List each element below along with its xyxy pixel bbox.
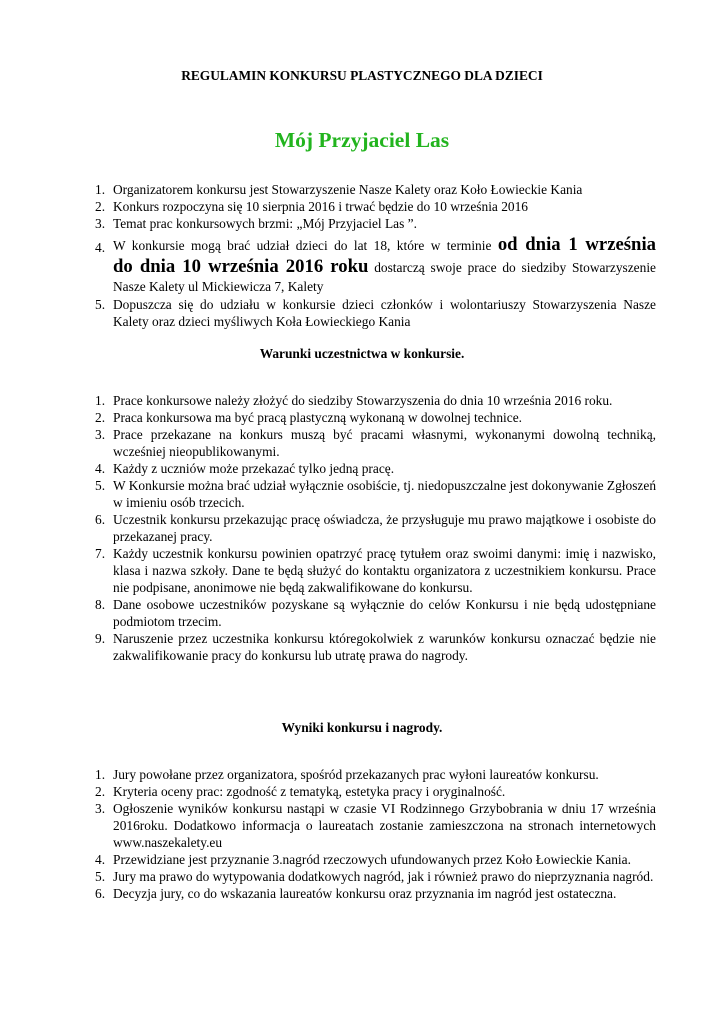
list-item <box>0 766 724 783</box>
list-text: Decyzja jury, co do wskazania laureatów konkursu oraz przyznania im nagród jest ostateczna. <box>113 886 617 901</box>
contest-title: Mój Przyjaciel Las <box>274 128 450 152</box>
list-number: 6. <box>95 886 106 901</box>
list-number: 2. <box>95 784 106 799</box>
list-item <box>0 885 724 902</box>
intro-list <box>0 181 724 330</box>
list-number: 4. <box>95 852 106 867</box>
list-number: 1. <box>95 182 106 197</box>
section-heading-conditions: Warunki uczestnictwa w konkursie. <box>259 346 465 361</box>
list-text: Kryteria oceny prac: zgodność z tematyką, estetyka pracy i oryginalność. <box>113 784 506 799</box>
list-text: Naruszenie przez uczestnika konkursu któregokolwiek z warunków konkursu oznaczać będzie nie zakwalifikowanie pracy do konkursu lub utratę prawa do nagrody. <box>113 631 656 663</box>
list-item <box>0 868 724 885</box>
list-item <box>0 426 724 460</box>
list-number: 2. <box>95 410 106 425</box>
list-number: 5. <box>95 478 106 493</box>
list-text: Każdy uczestnik konkursu powinien opatrzyć pracę tytułem oraz swoimi danymi: imię i nazwisko, klasa i nazwa szkoły. Dane te będą służyć do kontaktu organizatora z uczestnikiem konkursu. Prace nie podpisane, anonimowe nie będą zakwalifikowane do konkursu. <box>113 546 656 595</box>
list-item <box>0 630 724 664</box>
list-number: 5. <box>95 297 106 312</box>
list-item <box>0 511 724 545</box>
list-text-line <box>113 257 656 296</box>
list-item <box>0 783 724 800</box>
list-item <box>0 392 724 409</box>
delivery-text: dostarczą swoje prace do siedziby Stowarzyszenie Nasze Kalety ul Mickiewicza 7, Kalety <box>113 260 656 294</box>
list-item <box>0 198 724 215</box>
list-number: 1. <box>95 393 106 408</box>
list-text: Dane osobowe uczestników pozyskane są wyłącznie do celów Konkursu i nie będą udostępniane podmiotom trzecim. <box>113 597 656 629</box>
list-number: 4. <box>95 240 106 255</box>
list-text: Temat prac konkursowych brzmi: „Mój Przyjaciel Las ”. <box>113 216 417 231</box>
list-item <box>0 460 724 477</box>
document-header: REGULAMIN KONKURSU PLASTYCZNEGO DLA DZIECI <box>181 68 543 83</box>
list-text: Konkurs rozpoczyna się 10 sierpnia 2016 i trwać będzie do 10 września 2016 <box>113 199 528 214</box>
list-number: 7. <box>95 546 106 561</box>
list-text: Prace konkursowe należy złożyć do siedziby Stowarzyszenia do dnia 10 września 2016 roku. <box>113 393 613 408</box>
list-item <box>0 409 724 426</box>
list-number: 4. <box>95 461 106 476</box>
list-number: 6. <box>95 512 106 527</box>
list-number: 3. <box>95 216 106 231</box>
date-end-emphasis: do dnia 10 września 2016 roku <box>113 256 369 277</box>
list-item <box>0 477 724 511</box>
list-text: W Konkursie można brać udział wyłącznie osobiście, tj. niedopuszczalne jest dokonywanie Zgłoszeń w imieniu osób trzecich. <box>113 478 657 510</box>
list-number: 8. <box>95 597 106 612</box>
list-text <box>113 234 656 296</box>
list-text: Każdy z uczniów może przekazać tylko jedną pracę. <box>113 461 395 476</box>
list-item <box>0 181 724 198</box>
list-text: Przewidziane jest przyznanie 3.nagród rzeczowych ufundowanych przez Koło Łowieckie Kania. <box>113 852 631 867</box>
date-start-emphasis: od dnia 1 września <box>497 234 656 255</box>
list-text: Dopuszcza się do udziału w konkursie dzieci członków i wolontariuszy Stowarzyszenia Nasze Kalety oraz dzieci myśliwych Koła Łowieckiego Kania <box>113 297 656 329</box>
conditions-list <box>0 392 724 664</box>
section-heading-results: Wyniki konkursu i nagrody. <box>281 720 443 735</box>
list-text: Prace przekazane na konkurs muszą być pracami własnymi, wykonanymi dowolną techniką, wcześniej nieopublikowanymi. <box>113 427 656 459</box>
list-text: Organizatorem konkursu jest Stowarzyszenie Nasze Kalety oraz Koło Łowieckie Kania <box>113 182 583 197</box>
list-number: 9. <box>95 631 106 646</box>
eligibility-text: W konkursie mogą brać udział dzieci do lat 18, które w terminie <box>113 238 492 253</box>
list-number: 2. <box>95 199 106 214</box>
list-item <box>0 545 724 596</box>
list-text: Ogłoszenie wyników konkursu nastąpi w czasie VI Rodzinnego Grzybobrania w dniu 17 września 2016roku. Dodatkowo informacja o laureatach zostanie zamieszczona na stronach internetowych www.naszekalety.eu <box>113 801 656 850</box>
list-text: Jury ma prawo do wytypowania dodatkowych nagród, jak i również prawo do nieprzyznania nagród. <box>113 869 654 884</box>
list-item <box>0 296 724 330</box>
list-text: Uczestnik konkursu przekazując pracę oświadcza, że przysługuje mu prawo majątkowe i osobiste do przekazanej pracy. <box>113 512 656 544</box>
list-item <box>0 234 724 296</box>
list-text: Praca konkursowa ma być pracą plastyczną wykonaną w dowolnej technice. <box>113 410 523 425</box>
list-item <box>0 596 724 630</box>
results-list <box>0 766 724 902</box>
list-item <box>0 800 724 851</box>
list-number: 3. <box>95 427 106 442</box>
list-text: Jury powołane przez organizatora, spośród przekazanych prac wyłoni laureatów konkursu. <box>113 767 599 782</box>
list-text-line <box>113 234 656 257</box>
list-item <box>0 215 724 232</box>
list-item <box>0 851 724 868</box>
list-number: 3. <box>95 801 106 816</box>
list-number: 1. <box>95 767 106 782</box>
list-number: 5. <box>95 869 106 884</box>
